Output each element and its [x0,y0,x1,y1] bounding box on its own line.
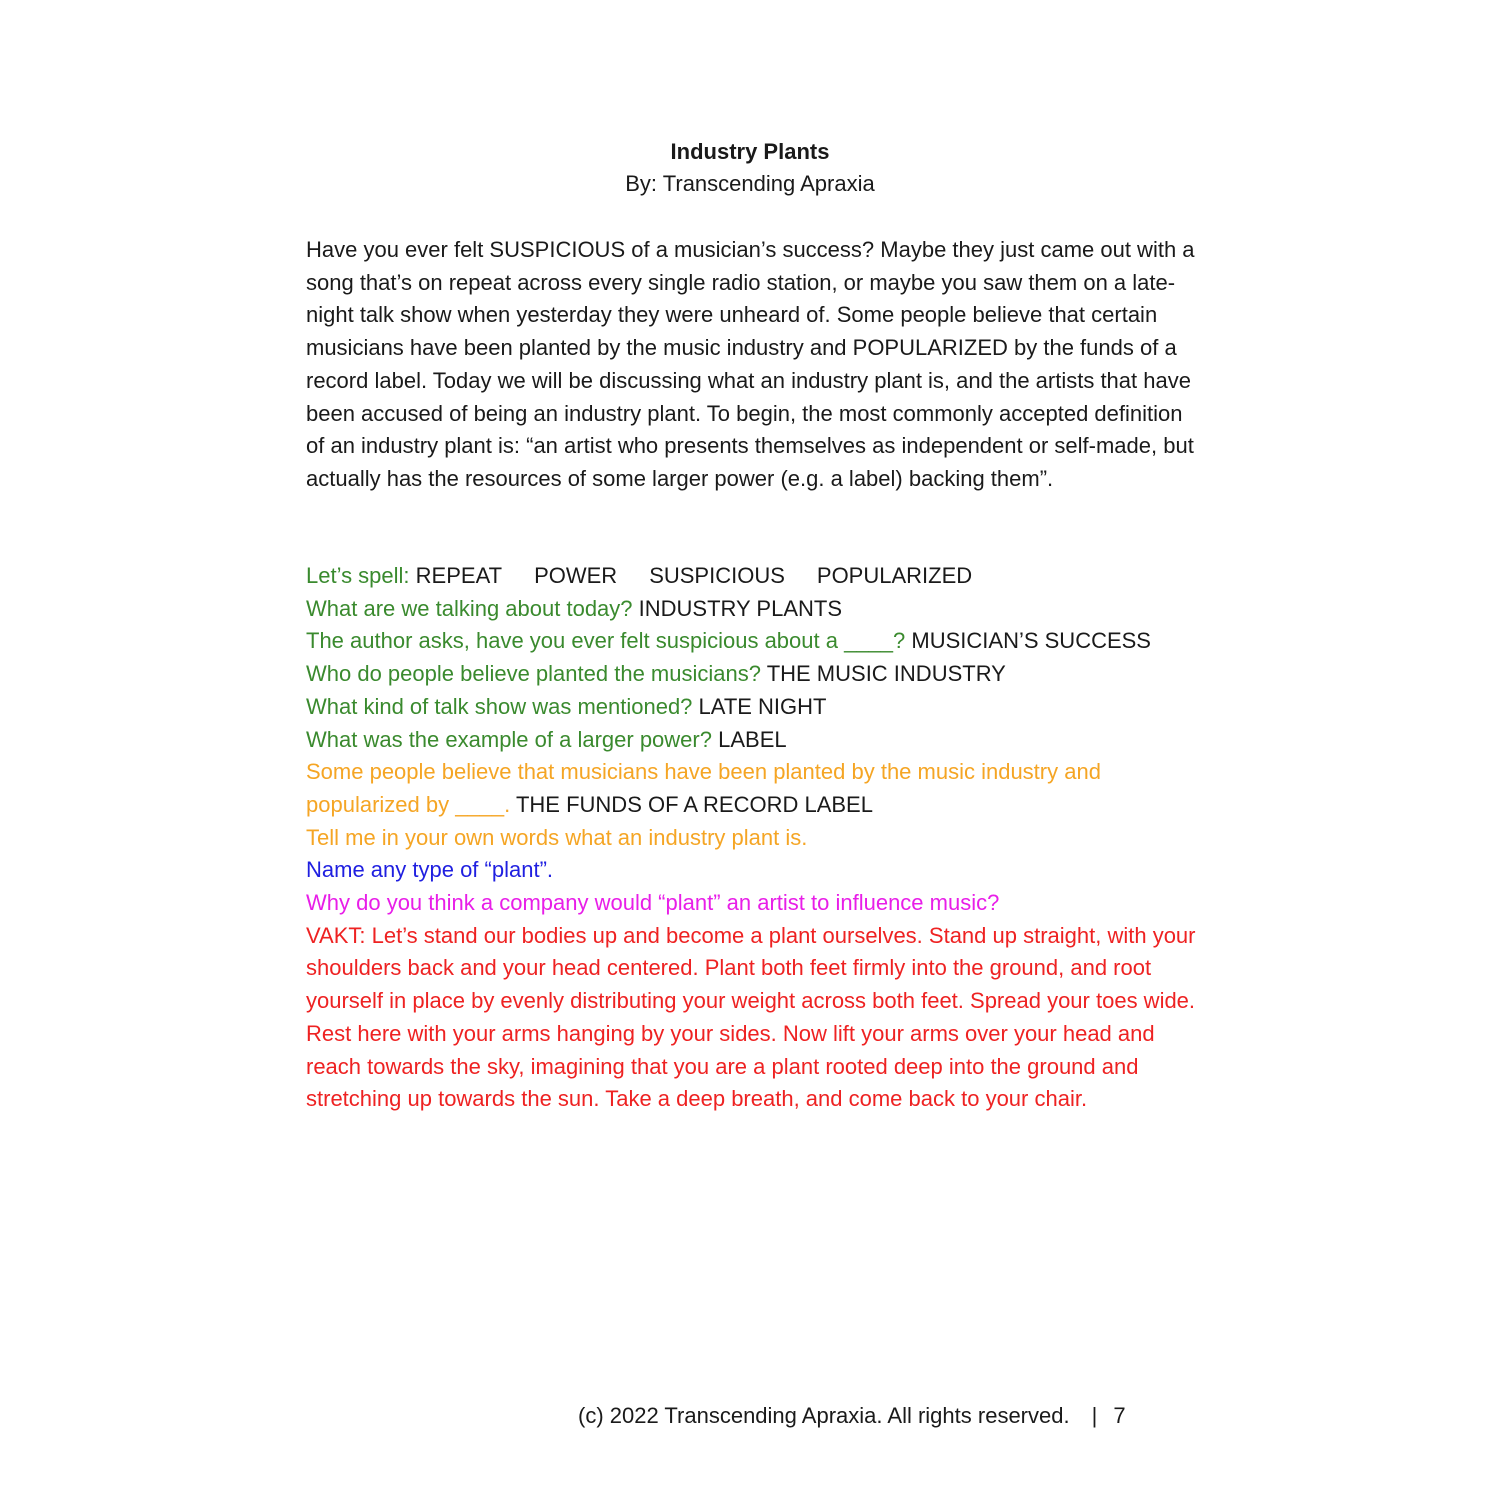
question-item [306,724,1206,757]
footer-separator: | [1091,1403,1098,1428]
question-item [306,822,1206,855]
answer-text: LATE NIGHT [698,693,827,719]
answer-text: THE FUNDS OF A RECORD LABEL [515,791,873,817]
question-item [306,625,1206,658]
answer-text: MUSICIAN’S SUCCESS [911,628,1151,654]
question-text: Who do people believe planted the musicians? [306,661,761,687]
question-item [306,691,1206,724]
question-text: What are we talking about today? [306,595,633,621]
question-text: Name any type of “plant”. [306,857,554,883]
intro-paragraph: Have you ever felt SUSPICIOUS of a musician’s success? Maybe they just came out with a song that’s on repeat across every single radio station, or maybe you saw them on a late-night talk show when yesterday they were unheard of. Some people believe that certain musicians have been planted by the music industry and POPULARIZED by the funds of a record label. Today we will be discussing what an industry plant is, and the artists that have been accused of being an industry plant. To begin, the most commonly accepted definition of an industry plant is: “an artist who presents themselves as independent or self-made, but actually has the resources of some larger power (e.g. a label) backing them”. [306,237,1195,491]
document-title: Industry Plants [670,139,830,164]
question-text: Some people believe that musicians have been planted by the music industry and popularized by ____. [306,759,1101,817]
spell-word: REPEAT [415,563,503,588]
vakt-text: VAKT: Let’s stand our bodies up and become a plant ourselves. Stand up straight, with your shoulders back and your head centered. Plant both feet firmly into the ground, and root yourself in place by evenly distributing your weight across both feet. Spread your toes wide. Rest here with your arms hanging by your sides. Now lift your arms over your head and reach towards the sky, imagining that you are a plant rooted deep into the ground and stretching up towards the sun. Take a deep breath, and come back to your chair. [306,922,1196,1112]
question-item [306,593,1206,626]
question-text: What kind of talk show was mentioned? [306,693,693,719]
page-number: 7 [1113,1403,1126,1428]
spell-prompt: Let’s spell: [306,563,410,588]
question-item [306,658,1206,691]
document-byline: By: Transcending Apraxia [625,171,875,196]
spell-line [306,560,1206,593]
question-item [306,756,1206,821]
question-text: Why do you think a company would “plant” an artist to influence music? [306,890,1000,916]
spell-word: POWER [534,563,618,588]
answer-text: THE MUSIC INDUSTRY [766,661,1006,687]
answer-text: INDUSTRY PLANTS [638,595,843,621]
question-item [306,854,1206,887]
spell-word: POPULARIZED [816,563,973,588]
question-list [306,560,1206,1116]
question-text: The author asks, have you ever felt suspicious about a ____? [306,628,906,654]
copyright-text: (c) 2022 Transcending Apraxia. All rights reserved. [578,1403,1070,1428]
question-text: What was the example of a larger power? [306,726,712,752]
question-item [306,887,1206,920]
question-text: Tell me in your own words what an industry plant is. [306,824,808,850]
spell-word: SUSPICIOUS [649,563,785,588]
answer-text: LABEL [718,726,787,752]
page-footer [578,1402,1126,1430]
vakt-activity [306,920,1206,1116]
